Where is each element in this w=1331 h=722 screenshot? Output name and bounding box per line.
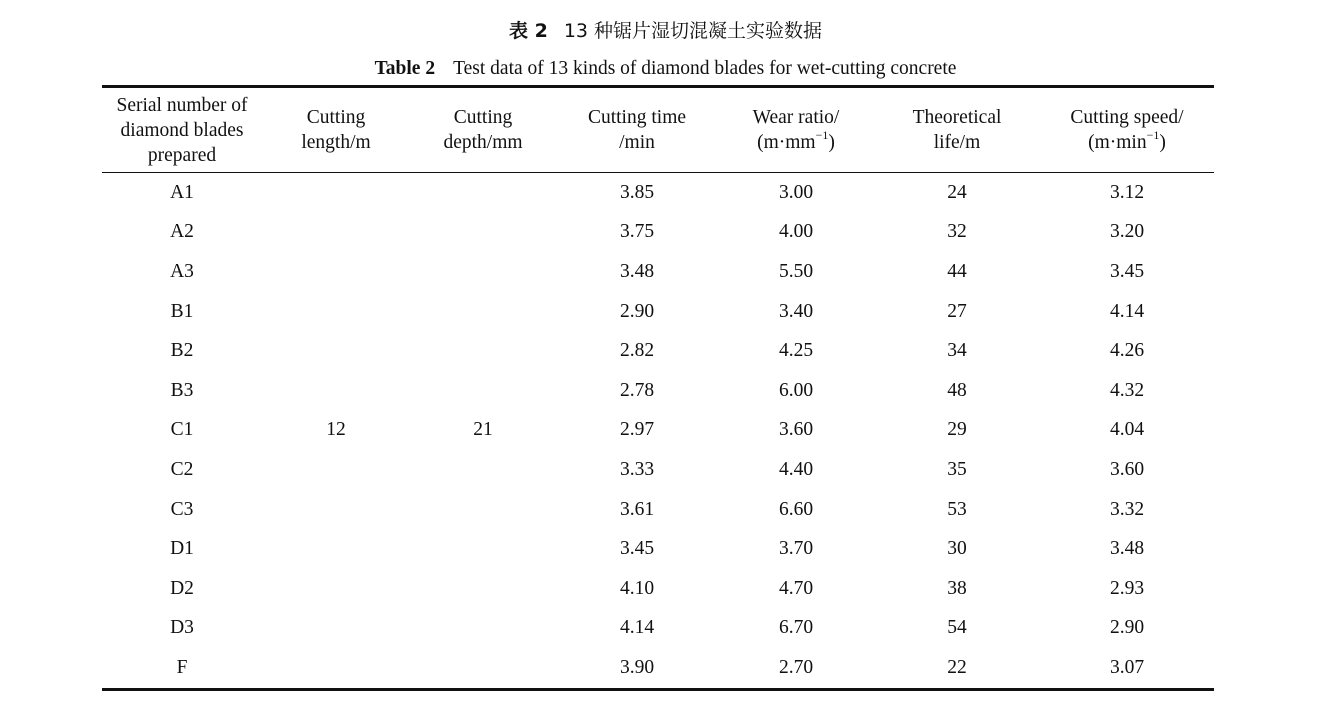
cell-cutting-length bbox=[262, 371, 410, 411]
table-row bbox=[102, 529, 1214, 569]
cell-cutting-length bbox=[262, 569, 410, 609]
cell-serial: B2 bbox=[170, 340, 194, 362]
cell-cutting-depth bbox=[410, 450, 556, 490]
cell-wear-ratio: 3.00 bbox=[778, 181, 814, 203]
cell-cutting-depth bbox=[410, 569, 556, 609]
table-row bbox=[102, 609, 1214, 649]
table-row bbox=[102, 213, 1214, 253]
cell-cutting-length bbox=[262, 529, 410, 569]
cell-cutting-length bbox=[262, 252, 410, 292]
cell-cutting-time: 3.33 bbox=[619, 458, 655, 480]
cell-cutting-speed: 4.04 bbox=[1109, 419, 1145, 441]
cell-cutting-length bbox=[262, 331, 410, 371]
cell-theoretical-life: 29 bbox=[947, 419, 967, 441]
cell-cutting-speed: 4.14 bbox=[1109, 300, 1145, 322]
cell-cutting-time: 2.90 bbox=[619, 300, 655, 322]
table-row bbox=[102, 411, 1214, 451]
header-row bbox=[102, 87, 1214, 173]
cell-wear-ratio: 3.60 bbox=[778, 419, 814, 441]
cell-serial: B3 bbox=[170, 379, 194, 401]
cell-theoretical-life: 24 bbox=[947, 181, 967, 203]
header-theoretical-life: Theoretical life/m bbox=[912, 107, 1002, 153]
cell-cutting-time: 2.82 bbox=[619, 340, 655, 362]
cell-serial: C3 bbox=[170, 498, 194, 520]
cell-cutting-speed: 3.45 bbox=[1109, 260, 1145, 282]
cell-wear-ratio: 2.70 bbox=[718, 648, 874, 689]
cell-theoretical-life: 54 bbox=[947, 617, 967, 639]
cell-cutting-time: 4.10 bbox=[619, 577, 655, 599]
cell-cutting-time: 3.61 bbox=[619, 498, 655, 520]
cell-cutting-time: 3.85 bbox=[619, 181, 655, 203]
cell-theoretical-life: 27 bbox=[947, 300, 967, 322]
table-title-english: Test data of 13 kinds of diamond blades for wet-cutting concrete bbox=[453, 58, 957, 79]
table-title-chinese: 13 种锯片湿切混凝土实验数据 bbox=[563, 20, 823, 42]
cell-cutting-speed: 3.32 bbox=[1109, 498, 1145, 520]
cell-cutting-depth bbox=[410, 490, 556, 530]
cell-cutting-depth bbox=[410, 609, 556, 649]
cell-cutting-depth bbox=[410, 252, 556, 292]
cell-cutting-time: 2.97 bbox=[619, 419, 655, 441]
cell-theoretical-life: 53 bbox=[947, 498, 967, 520]
cell-serial: D2 bbox=[170, 577, 194, 599]
cell-cutting-speed: 2.93 bbox=[1109, 577, 1145, 599]
cell-wear-ratio: 3.70 bbox=[778, 538, 814, 560]
table-row bbox=[102, 569, 1214, 609]
table-row bbox=[102, 173, 1214, 213]
table-label-english: Table 2 bbox=[374, 58, 436, 79]
table-body bbox=[102, 173, 1214, 690]
cell-cutting-time: 3.48 bbox=[619, 260, 655, 282]
cell-serial: D3 bbox=[170, 617, 194, 639]
cell-wear-ratio: 4.40 bbox=[778, 458, 814, 480]
cell-wear-ratio: 4.00 bbox=[778, 221, 814, 243]
cell-cutting-depth: 21 bbox=[473, 419, 493, 441]
cell-cutting-time: 3.75 bbox=[619, 221, 655, 243]
cell-serial: A2 bbox=[170, 221, 194, 243]
header-cutting-length: Cutting length/m bbox=[301, 107, 371, 153]
table-row bbox=[102, 490, 1214, 530]
cell-wear-ratio: 6.70 bbox=[778, 617, 814, 639]
data-table bbox=[102, 85, 1214, 691]
cell-theoretical-life: 30 bbox=[947, 538, 967, 560]
cell-cutting-depth bbox=[410, 371, 556, 411]
cell-cutting-length bbox=[262, 450, 410, 490]
cell-cutting-length bbox=[262, 490, 410, 530]
table-row bbox=[102, 331, 1214, 371]
cell-theoretical-life: 34 bbox=[947, 340, 967, 362]
cell-theoretical-life: 38 bbox=[947, 577, 967, 599]
table-row bbox=[102, 252, 1214, 292]
cell-cutting-speed: 3.12 bbox=[1109, 181, 1145, 203]
cell-serial: C2 bbox=[170, 458, 194, 480]
cell-serial: D1 bbox=[170, 538, 194, 560]
cell-cutting-depth bbox=[410, 173, 556, 213]
cell-wear-ratio: 6.60 bbox=[778, 498, 814, 520]
cell-cutting-time: 2.78 bbox=[619, 379, 655, 401]
cell-cutting-speed: 3.48 bbox=[1109, 538, 1145, 560]
table-label-chinese: 表 2 bbox=[508, 20, 548, 42]
cell-serial: A1 bbox=[170, 181, 194, 203]
table-row bbox=[102, 450, 1214, 490]
cell-wear-ratio: 4.25 bbox=[778, 340, 814, 362]
header-cutting-speed: Cutting speed/ $(m\cdot\min^{-1})$ bbox=[1070, 107, 1184, 153]
cell-cutting-length bbox=[262, 609, 410, 649]
table-caption-chinese bbox=[0, 18, 1331, 45]
cell-wear-ratio: 6.00 bbox=[778, 379, 814, 401]
cell-wear-ratio: 5.50 bbox=[778, 260, 814, 282]
table-row bbox=[102, 371, 1214, 411]
cell-theoretical-life: 44 bbox=[947, 260, 967, 282]
cell-cutting-depth bbox=[410, 331, 556, 371]
cell-cutting-length bbox=[262, 648, 410, 689]
cell-cutting-length bbox=[262, 292, 410, 332]
cell-cutting-speed: 3.20 bbox=[1109, 221, 1145, 243]
table-row bbox=[102, 648, 1214, 689]
header-cutting-time: Cutting time /min bbox=[587, 107, 687, 153]
cell-serial: C1 bbox=[170, 419, 194, 441]
cell-cutting-depth bbox=[410, 292, 556, 332]
cell-cutting-speed: 3.07 bbox=[1040, 648, 1214, 689]
cell-cutting-speed: 2.90 bbox=[1109, 617, 1145, 639]
table-caption-english bbox=[0, 56, 1331, 82]
header-cutting-depth: Cutting depth/mm bbox=[443, 107, 523, 153]
cell-cutting-depth bbox=[410, 213, 556, 253]
cell-theoretical-life: 48 bbox=[947, 379, 967, 401]
cell-cutting-length: 12 bbox=[326, 419, 346, 441]
cell-theoretical-life: 32 bbox=[947, 221, 967, 243]
table-row bbox=[102, 292, 1214, 332]
cell-cutting-time: 3.45 bbox=[619, 538, 655, 560]
cell-cutting-length bbox=[262, 213, 410, 253]
cell-cutting-speed: 3.60 bbox=[1109, 458, 1145, 480]
cell-serial: B1 bbox=[170, 300, 194, 322]
cell-cutting-length bbox=[262, 173, 410, 213]
cell-cutting-time: 4.14 bbox=[619, 617, 655, 639]
cell-theoretical-life: 22 bbox=[874, 648, 1040, 689]
cell-wear-ratio: 4.70 bbox=[778, 577, 814, 599]
cell-wear-ratio: 3.40 bbox=[778, 300, 814, 322]
cell-serial: A3 bbox=[170, 260, 194, 282]
header-serial-number: Serial number of diamond blades prepared bbox=[116, 94, 248, 166]
cell-cutting-time: 3.90 bbox=[556, 648, 718, 689]
cell-serial: F bbox=[102, 648, 262, 689]
header-wear-ratio: Wear ratio/ $(m\cdot mm^{-1})$ bbox=[752, 107, 840, 153]
cell-cutting-speed: 4.32 bbox=[1109, 379, 1145, 401]
cell-cutting-speed: 4.26 bbox=[1109, 340, 1145, 362]
cell-cutting-depth bbox=[410, 648, 556, 689]
cell-cutting-depth bbox=[410, 529, 556, 569]
cell-theoretical-life: 35 bbox=[947, 458, 967, 480]
